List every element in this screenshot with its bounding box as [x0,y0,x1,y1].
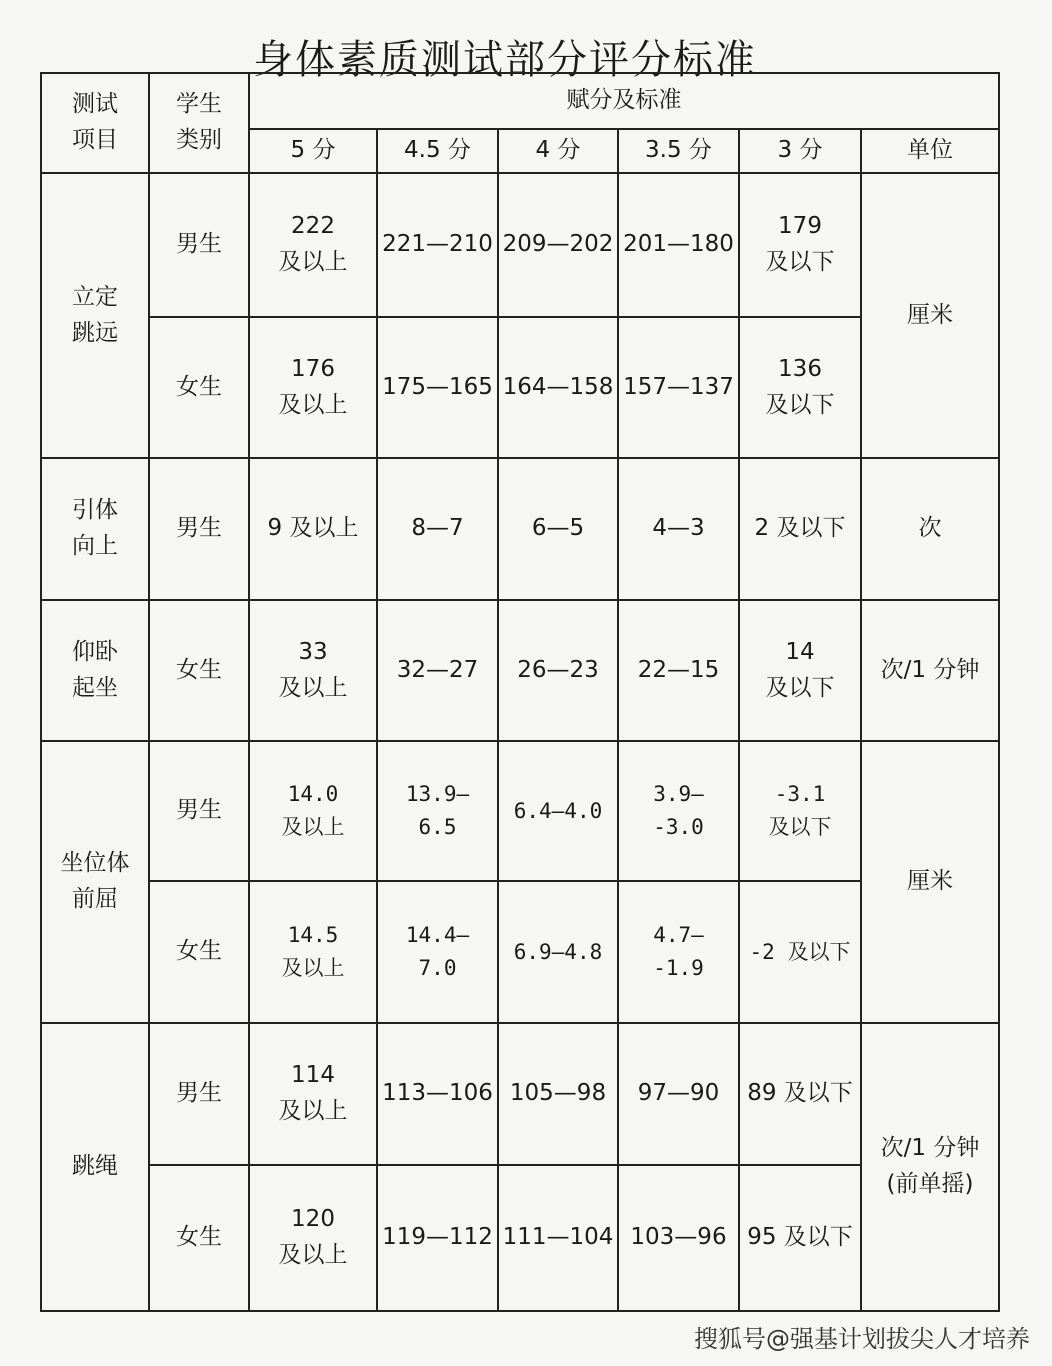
score-cell: 6—5 [498,458,618,600]
item-pullup: 引体 向上 [41,458,149,600]
unit-cell: 次 [861,458,999,600]
score-cell: 89 及以下 [739,1023,861,1165]
score-cell: 6.4—4.0 [498,741,618,881]
score-cell: 14.5 及以上 [249,881,377,1023]
score-cell: 14.0 及以上 [249,741,377,881]
header-category: 学生 类别 [149,73,249,173]
table-row [41,741,999,881]
header-grade-3-5: 3.5 分 [618,129,739,173]
category-cell: 男生 [149,458,249,600]
score-cell: 33 及以上 [249,600,377,741]
header-unit: 单位 [861,129,999,173]
header-grade-5: 5 分 [249,129,377,173]
unit-cell: 厘米 [861,173,999,458]
score-cell: 14 及以下 [739,600,861,741]
header-grade-3: 3 分 [739,129,861,173]
table-row [41,1023,999,1165]
table-row [41,881,999,1023]
score-cell: 221—210 [377,173,498,317]
score-cell: 111—104 [498,1165,618,1311]
table-row [41,458,999,600]
watermark: 搜狐号@强基计划拔尖人才培养 [694,1325,1030,1353]
item-sit-reach: 坐位体 前屈 [41,741,149,1023]
header-grade-4-5: 4.5 分 [377,129,498,173]
score-cell: 114 及以上 [249,1023,377,1165]
score-cell: 164—158 [498,317,618,458]
category-cell: 女生 [149,317,249,458]
score-cell: 95 及以下 [739,1165,861,1311]
score-cell: 113—106 [377,1023,498,1165]
table-row [41,173,999,317]
score-cell: 4—3 [618,458,739,600]
score-table [40,72,1000,1312]
score-cell: 97—90 [618,1023,739,1165]
score-cell: 136 及以下 [739,317,861,458]
unit-cell: 次/1 分钟 [861,600,999,741]
category-cell: 男生 [149,1023,249,1165]
score-cell: 6.9—4.8 [498,881,618,1023]
header-score-group: 赋分及标准 [249,73,999,129]
category-cell: 女生 [149,881,249,1023]
score-cell: 222 及以上 [249,173,377,317]
score-cell: 13.9— 6.5 [377,741,498,881]
score-cell: 14.4— 7.0 [377,881,498,1023]
score-cell: 120 及以上 [249,1165,377,1311]
score-cell: 9 及以上 [249,458,377,600]
score-cell: 103—96 [618,1165,739,1311]
score-cell: 176 及以上 [249,317,377,458]
header-grade-4: 4 分 [498,129,618,173]
score-cell: 3.9— -3.0 [618,741,739,881]
score-cell: 32—27 [377,600,498,741]
unit-cell: 厘米 [861,741,999,1023]
unit-cell: 次/1 分钟 (前单摇) [861,1023,999,1311]
score-cell: 26—23 [498,600,618,741]
score-cell: 2 及以下 [739,458,861,600]
score-cell: 157—137 [618,317,739,458]
table-row [41,1165,999,1311]
score-cell: 105—98 [498,1023,618,1165]
score-cell: 175—165 [377,317,498,458]
score-cell: -3.1 及以下 [739,741,861,881]
score-cell: -2 及以下 [739,881,861,1023]
page-title: 身体素质测试部分评分标准 [253,37,757,83]
category-cell: 女生 [149,600,249,741]
score-cell: 8—7 [377,458,498,600]
score-cell: 201—180 [618,173,739,317]
table-row [41,317,999,458]
score-cell: 119—112 [377,1165,498,1311]
header-item: 测试 项目 [41,73,149,173]
category-cell: 女生 [149,1165,249,1311]
category-cell: 男生 [149,741,249,881]
score-cell: 179 及以下 [739,173,861,317]
score-cell: 4.7— -1.9 [618,881,739,1023]
score-cell: 22—15 [618,600,739,741]
score-cell: 209—202 [498,173,618,317]
table-row [41,600,999,741]
item-long-jump: 立定 跳远 [41,173,149,458]
category-cell: 男生 [149,173,249,317]
item-rope: 跳绳 [41,1023,149,1311]
item-situp: 仰卧 起坐 [41,600,149,741]
